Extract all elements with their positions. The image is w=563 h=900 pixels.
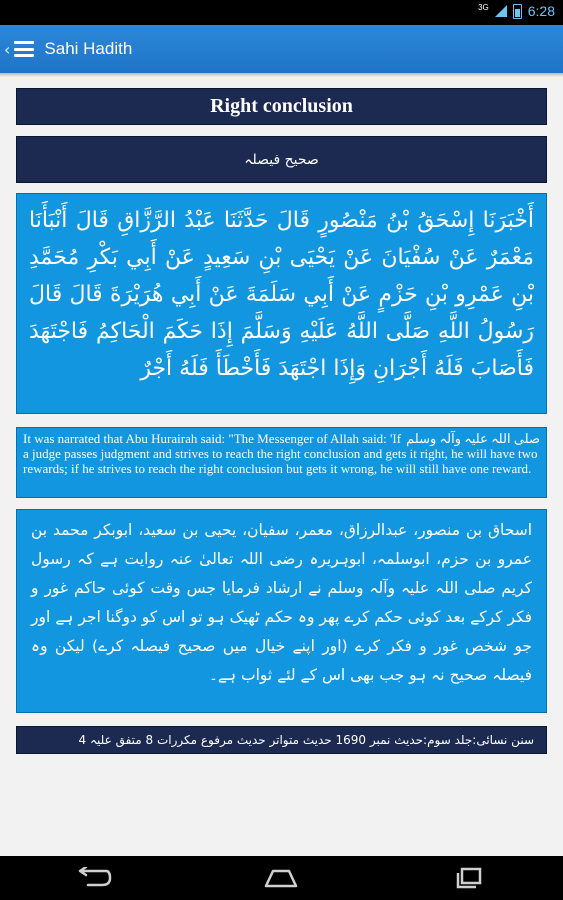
english-body: said: 'If a judge passes judgment and strives to reach the right conclusion and gets it right, he will have two rewards; if he strives to reach the right conclusion but gets it wrong, he will still have one reward. xyxy=(23,431,538,476)
recent-apps-button[interactable] xyxy=(439,858,499,898)
urdu-translation: اسحاق بن منصور، عبدالرزاق، معمر، سفیان، یحیی بن سعید، ابوبکر محمد بن عمرو بن حزم، ابوسلمہ، ابوہریرہ رضی اللہ تعالیٰ عنہ روایت ہے کہ رسول کریم صلی اللہ علیہ وآلہ وسلم نے ارشاد فرمایا جس وقت کوئی حاکم غور و فکر کرکے بعد کوئی حکم کرے پھر وہ حکم ٹھیک ہو تو اس کو دوگنا اجر ہے اور جو شخص غور و فکر کرے (اور اپنے خیال میں صحیح فیصلہ کرے) لیکن وہ فیصلہ صحیح نہ ہو جب بھی اس کے لئے ثواب ہے۔ xyxy=(16,509,547,713)
battery-icon xyxy=(513,4,522,19)
hadith-reference: سنن نسائی:جلد سوم:حدیث نمبر 1690 حدیث متواتر حدیث مرفوع مکررات 8 متفق علیہ 4 xyxy=(16,726,547,754)
navigation-bar xyxy=(0,856,563,900)
home-icon xyxy=(263,867,299,889)
drawer-menu-icon[interactable] xyxy=(14,41,34,57)
english-translation xyxy=(16,427,547,498)
english-lead: It was narrated that Abu Hurairah said: "The Messenger of Allah xyxy=(23,431,359,446)
back-button[interactable] xyxy=(64,858,124,898)
status-icons xyxy=(478,3,555,19)
action-bar xyxy=(0,25,563,73)
status-bar xyxy=(0,0,563,25)
recent-apps-icon xyxy=(454,867,484,889)
signal-icon xyxy=(495,5,507,17)
arabic-text: أَخْبَرَنَا إِسْحَقُ بْنُ مَنْصُورٍ قَالَ حَدَّثَنَا عَبْدُ الرَّزَّاقِ قَالَ أَنْبَأَنَا مَعْمَرٌ عَنْ سُفْيَانَ عَنْ يَحْيَى بْنِ سَعِيدٍ عَنْ أَبِي بَكْرِ مُحَمَّدِ بْنِ عَمْرِو بْنِ حَزْمٍ عَنْ أَبِي سَلَمَةَ عَنْ أَبِي هُرَيْرَةَ قَالَ قَالَ رَسُولُ اللَّهِ صَلَّى اللَّهُ عَلَيْهِ وَسَلَّمَ إِذَا حَكَمَ الْحَاكِمُ فَاجْتَهَدَ فَأَصَابَ فَلَهُ أَجْرَانِ وَإِذَا اجْتَهَدَ فَأَخْطَأَ فَلَهُ أَجْرٌ xyxy=(16,193,547,414)
back-arrow-icon xyxy=(76,867,112,889)
network-type: 3G xyxy=(478,2,489,12)
app-title[interactable]: Sahi Hadith xyxy=(44,39,133,58)
up-caret-icon[interactable]: ‹ xyxy=(4,39,11,59)
home-button[interactable] xyxy=(251,858,311,898)
english-honorific: صلی اللہ علیہ وآلہ وسلم xyxy=(406,431,540,446)
hadith-title: Right conclusion xyxy=(16,88,547,125)
hadith-urdu-title: صحیح فیصلہ xyxy=(16,136,547,183)
clock: 6:28 xyxy=(527,3,555,19)
